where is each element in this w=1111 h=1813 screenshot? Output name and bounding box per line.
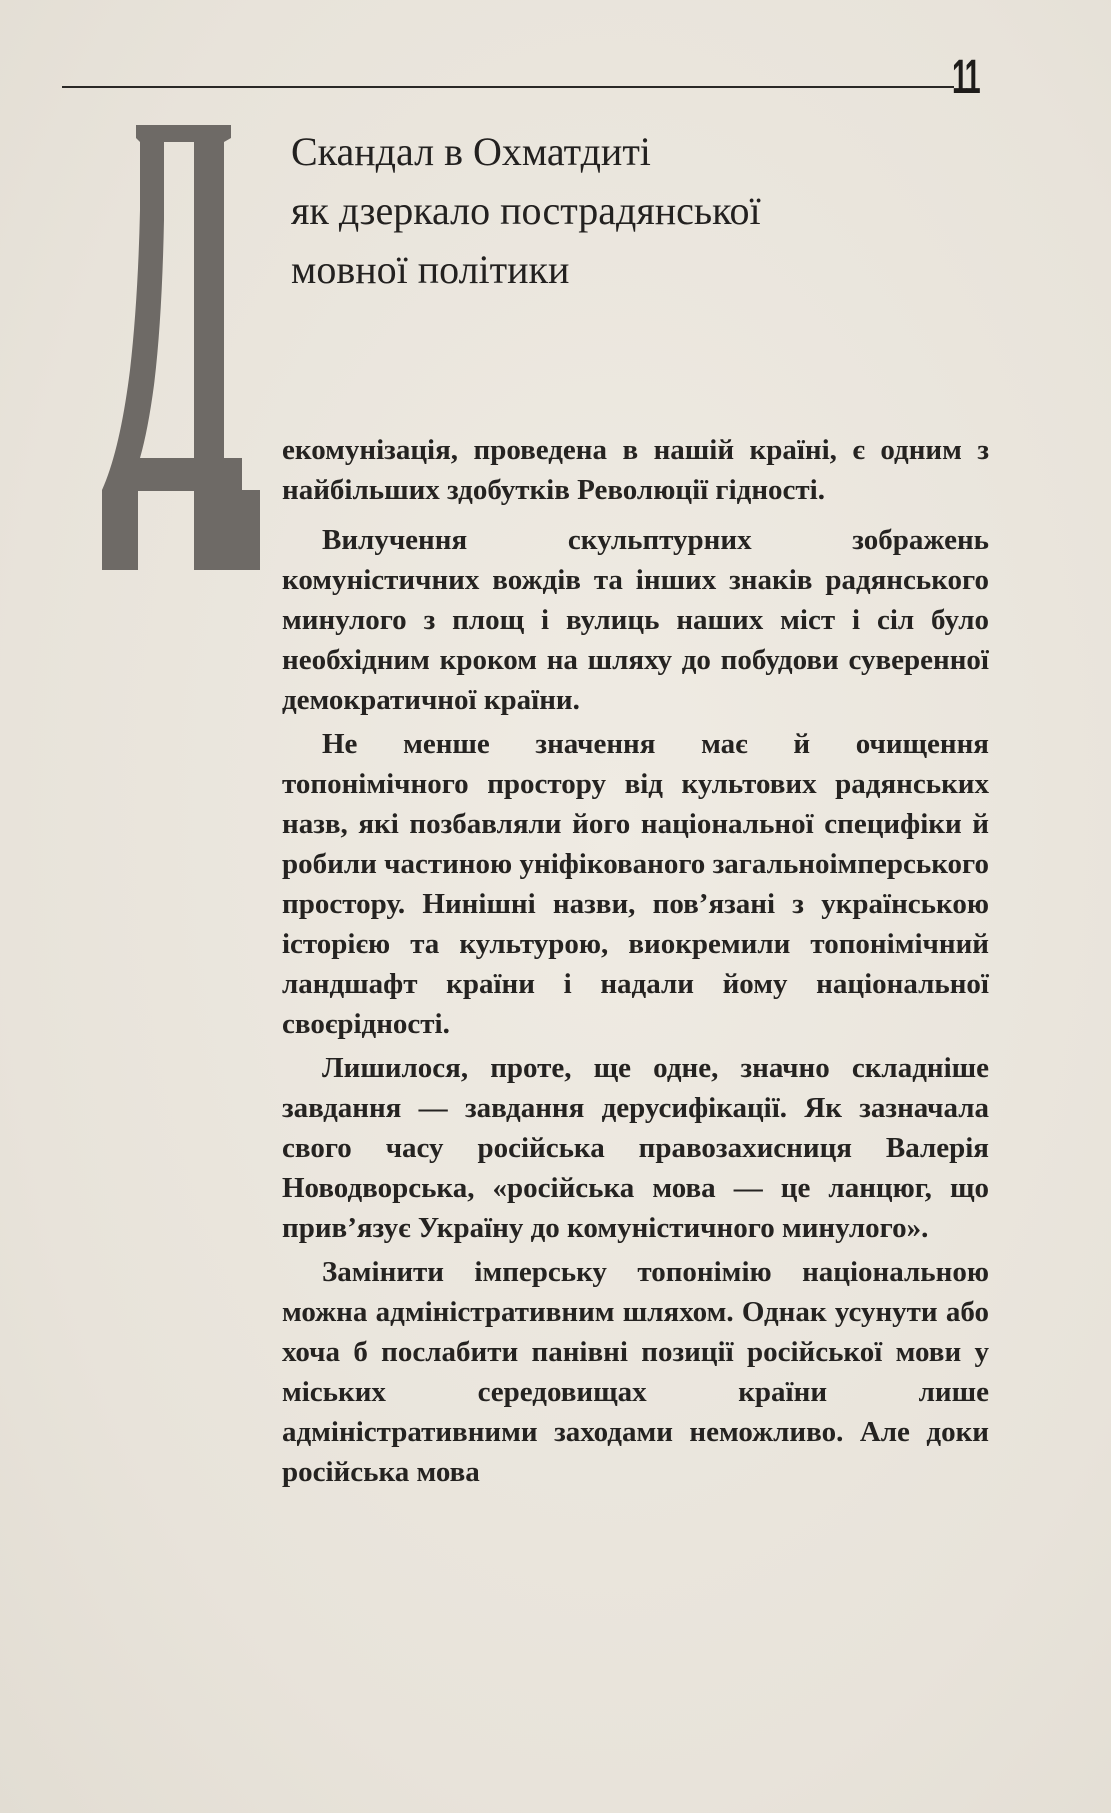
header-rule bbox=[62, 86, 954, 88]
page-number: 11 bbox=[952, 51, 979, 104]
drop-cap bbox=[102, 120, 292, 570]
paragraph-4: Лишилося, проте, ще одне, значно складніше завдання — завдання дерусифікації. Як зазначала свого часу російська правозахисниця Валерія Новодворська, «російська мова — це ланцюг, що прив’язує Україну до комуністичного минулого». bbox=[282, 1052, 989, 1244]
paragraph-5: Замінити імперську топонімію національною можна адміністративним шляхом. Однак усунути або хоча б послабити панівні позиції російської мови у міських середовищах країни лише адміністративними заходами неможливо. Але доки російська мова bbox=[282, 1256, 989, 1488]
paragraph-1: екомунізація, проведена в нашій країні, є одним з найбільших здобутків Революції гідності. bbox=[282, 434, 989, 506]
chapter-title-line-3: мовної політики bbox=[291, 247, 570, 292]
chapter-title-line-1: Скандал в Охматдиті bbox=[291, 129, 651, 174]
chapter-title bbox=[291, 122, 931, 299]
paragraph-3: Не менше значення має й очищення топонімічного простору від культових радянських назв, які позбавляли його національної специфіки й робили частиною уніфікованого загальноімперського простору. Нинішні назви, пов’язані з українською історією та культурою, виокремили топонімічний ландшафт країни і надали йому національної своєрідності. bbox=[282, 728, 989, 1040]
chapter-title-line-2: як дзеркало пострадянської bbox=[291, 188, 761, 233]
body-text bbox=[282, 430, 989, 1492]
paragraph-2: Вилучення скульптурних зображень комуністичних вождів та інших знаків радянського минулого з площ і вулиць наших міст і сіл було необхідним кроком на шляху до побудови суверенної демократичної країни. bbox=[282, 524, 989, 716]
drop-cap-letter-graphic bbox=[102, 120, 292, 570]
